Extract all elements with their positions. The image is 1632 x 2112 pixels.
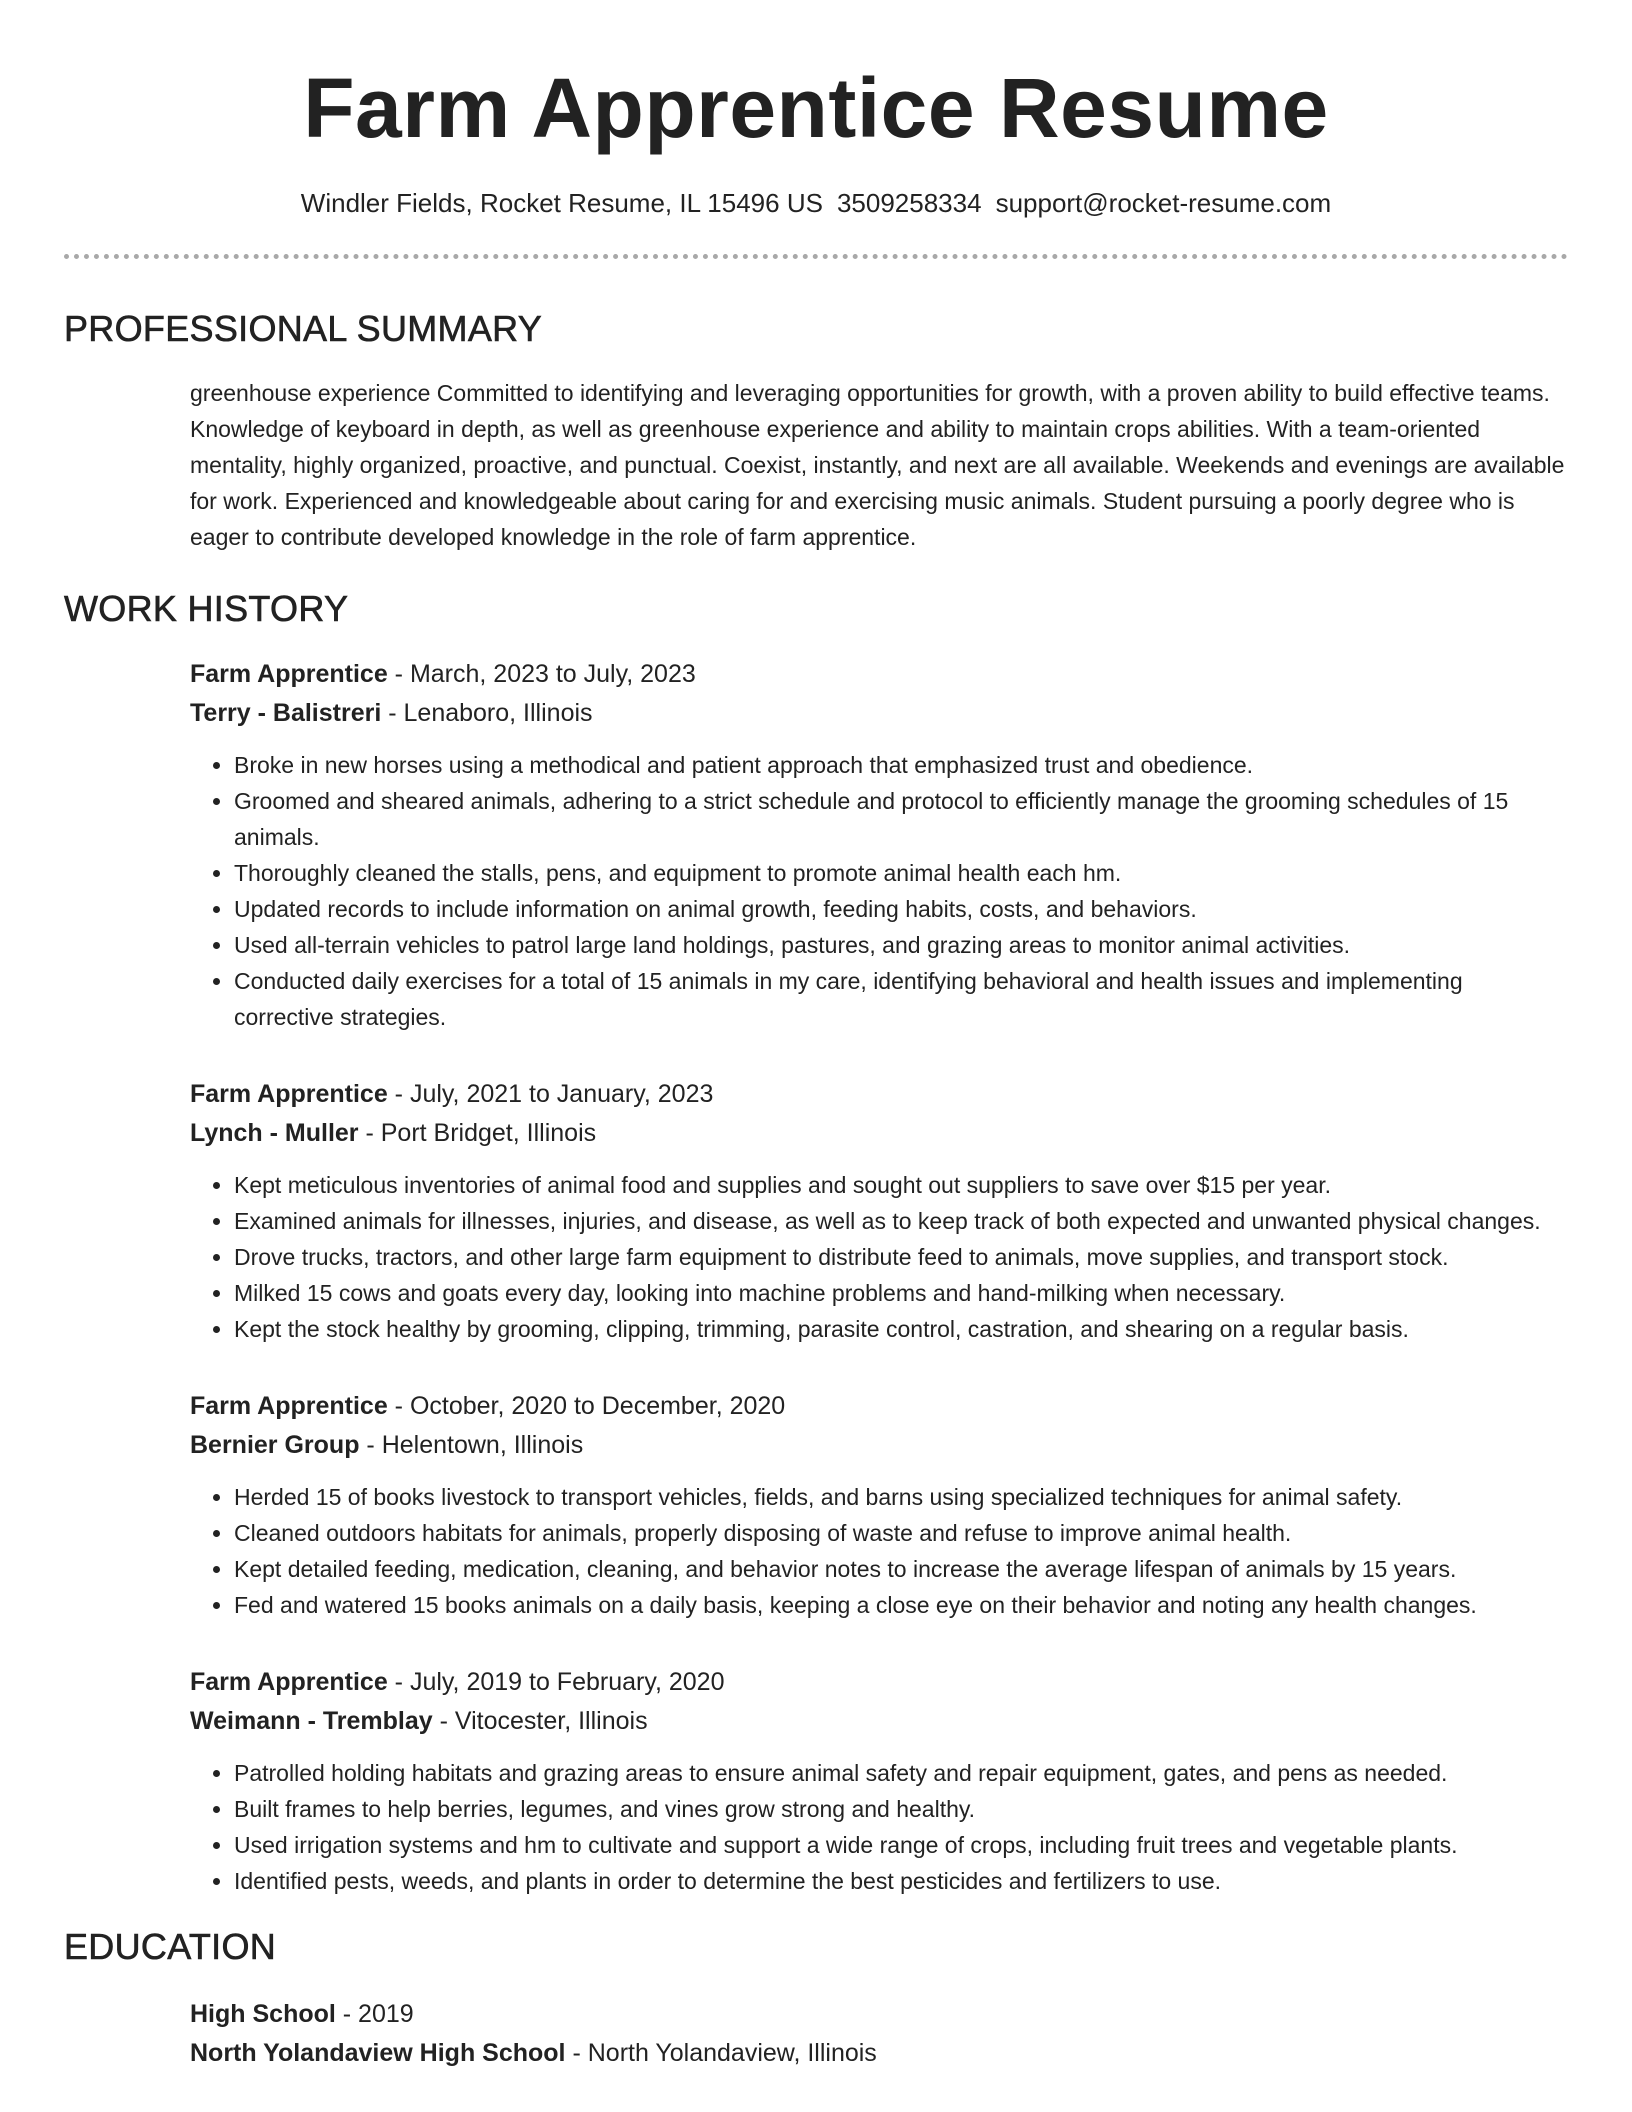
education-school: North Yolandaview High School: [190, 2039, 566, 2067]
job-role-line: [190, 655, 1568, 694]
job-location: - Helentown, Illinois: [359, 1431, 584, 1459]
contact-phone: 3509258334: [836, 188, 982, 218]
job-company-line: [190, 1114, 1568, 1153]
list-item: • Patrolled holding habitats and grazing areas to ensure animal safety and repair equipment, gates, and pens as needed.: [234, 1755, 1568, 1791]
list-item: • Thoroughly cleaned the stalls, pens, and equipment to promote animal health each hm.: [234, 855, 1568, 891]
job-bullets: [190, 1167, 1568, 1347]
job-location: - Port Bridget, Illinois: [358, 1119, 597, 1147]
job-role-line: [190, 1075, 1568, 1114]
job-role: Farm Apprentice: [190, 660, 388, 688]
list-item: • Kept the stock healthy by grooming, clipping, trimming, parasite control, castration, and shearing on a regular basis.: [234, 1311, 1568, 1347]
summary-text: greenhouse experience Committed to identifying and leveraging opportunities for growth, with a proven ability to build effective teams. Knowledge of keyboard in depth, as well as greenhouse experience and ability to maintain crops abilities. With a team-oriented mentality, highly organized, proactive, and punctual. Coexist, instantly, and next are all available. Weekends and evenings are available for work. Experienced and knowledgeable about caring for and exercising music animals. Student pursuing a poorly degree who is eager to contribute developed knowledge in the role of farm apprentice.: [190, 380, 1565, 550]
list-item: • Milked 15 cows and goats every day, looking into machine problems and hand-milking when necessary.: [234, 1275, 1568, 1311]
section-heading-summary: PROFESSIONAL SUMMARY: [64, 308, 543, 349]
section-heading-education: EDUCATION: [64, 1926, 277, 1967]
job-company: Weimann - Tremblay: [190, 1707, 433, 1735]
education-school-line: [190, 2034, 1568, 2073]
list-item: • Used irrigation systems and hm to cultivate and support a wide range of crops, including fruit trees and vegetable plants.: [234, 1827, 1568, 1863]
list-item: • Cleaned outdoors habitats for animals, properly disposing of waste and refuse to improve animal health.: [234, 1515, 1568, 1551]
job-role: Farm Apprentice: [190, 1668, 388, 1696]
education-section: [64, 1925, 1568, 2073]
list-item: • Built frames to help berries, legumes, and vines grow strong and healthy.: [234, 1791, 1568, 1827]
list-item: • Identified pests, weeds, and plants in order to determine the best pesticides and fertilizers to use.: [234, 1863, 1568, 1899]
section-heading-work: WORK HISTORY: [64, 588, 349, 629]
job-location: - Vitocester, Illinois: [432, 1707, 648, 1735]
education-degree: High School: [190, 2000, 336, 2028]
list-item: • Groomed and sheared animals, adhering to a strict schedule and protocol to efficiently manage the grooming schedules of 15 animals.: [234, 783, 1568, 855]
job-location: - Lenaboro, Illinois: [381, 699, 593, 727]
contact-line: [64, 186, 1568, 220]
job-bullets: [190, 1755, 1568, 1899]
list-item: • Updated records to include information on animal growth, feeding habits, costs, and behaviors.: [234, 891, 1568, 927]
job-dates: - July, 2019 to February, 2020: [387, 1668, 725, 1696]
job-dates: - March, 2023 to July, 2023: [387, 660, 696, 688]
job-dates: - July, 2021 to January, 2023: [387, 1080, 714, 1108]
job-entry: [190, 1663, 1568, 1899]
list-item: • Conducted daily exercises for a total of 15 animals in my care, identifying behavioral and health issues and implementing corrective strategies.: [234, 963, 1568, 1035]
list-item: • Examined animals for illnesses, injuries, and disease, as well as to keep track of both expected and unwanted physical changes.: [234, 1203, 1568, 1239]
job-company-line: [190, 694, 1568, 733]
job-company: Lynch - Muller: [190, 1119, 359, 1147]
job-company: Terry - Balistreri: [190, 699, 382, 727]
page-title: Farm Apprentice Resume: [303, 61, 1329, 155]
job-entry: [190, 1387, 1568, 1623]
list-item: • Used all-terrain vehicles to patrol large land holdings, pastures, and grazing areas to monitor animal activities.: [234, 927, 1568, 963]
list-item: • Fed and watered 15 books animals on a daily basis, keeping a close eye on their behavior and noting any health changes.: [234, 1587, 1568, 1623]
list-item: • Kept detailed feeding, medication, cleaning, and behavior notes to increase the average lifespan of animals by 15 years.: [234, 1551, 1568, 1587]
job-bullets: [190, 1479, 1568, 1623]
education-location: - North Yolandaview, Illinois: [565, 2039, 877, 2067]
education-entry: [190, 1995, 1568, 2073]
contact-address: Windler Fields, Rocket Resume, IL 15496 US: [300, 188, 823, 218]
resume-header: [64, 0, 1568, 220]
list-item: • Herded 15 of books livestock to transport vehicles, fields, and barns using specialized techniques for animal safety.: [234, 1479, 1568, 1515]
work-history-section: [64, 587, 1568, 1899]
list-item: • Broke in new horses using a methodical and patient approach that emphasized trust and obedience.: [234, 747, 1568, 783]
list-item: • Drove trucks, tractors, and other large farm equipment to distribute feed to animals, move supplies, and transport stock.: [234, 1239, 1568, 1275]
job-company-line: [190, 1702, 1568, 1741]
job-role: Farm Apprentice: [190, 1392, 388, 1420]
education-year: - 2019: [335, 2000, 414, 2028]
list-item: • Kept meticulous inventories of animal food and supplies and sought out suppliers to save over $15 per year.: [234, 1167, 1568, 1203]
education-degree-line: [190, 1995, 1568, 2034]
job-company: Bernier Group: [190, 1431, 360, 1459]
job-dates: - October, 2020 to December, 2020: [387, 1392, 786, 1420]
job-entry: [190, 1075, 1568, 1347]
job-role-line: [190, 1387, 1568, 1426]
header-divider: [64, 254, 1568, 259]
job-role-line: [190, 1663, 1568, 1702]
contact-email[interactable]: support@rocket-resume.com: [995, 188, 1332, 218]
job-role: Farm Apprentice: [190, 1080, 388, 1108]
job-company-line: [190, 1426, 1568, 1465]
job-entry: [190, 655, 1568, 1035]
professional-summary-section: [64, 307, 1568, 555]
job-bullets: [190, 747, 1568, 1035]
